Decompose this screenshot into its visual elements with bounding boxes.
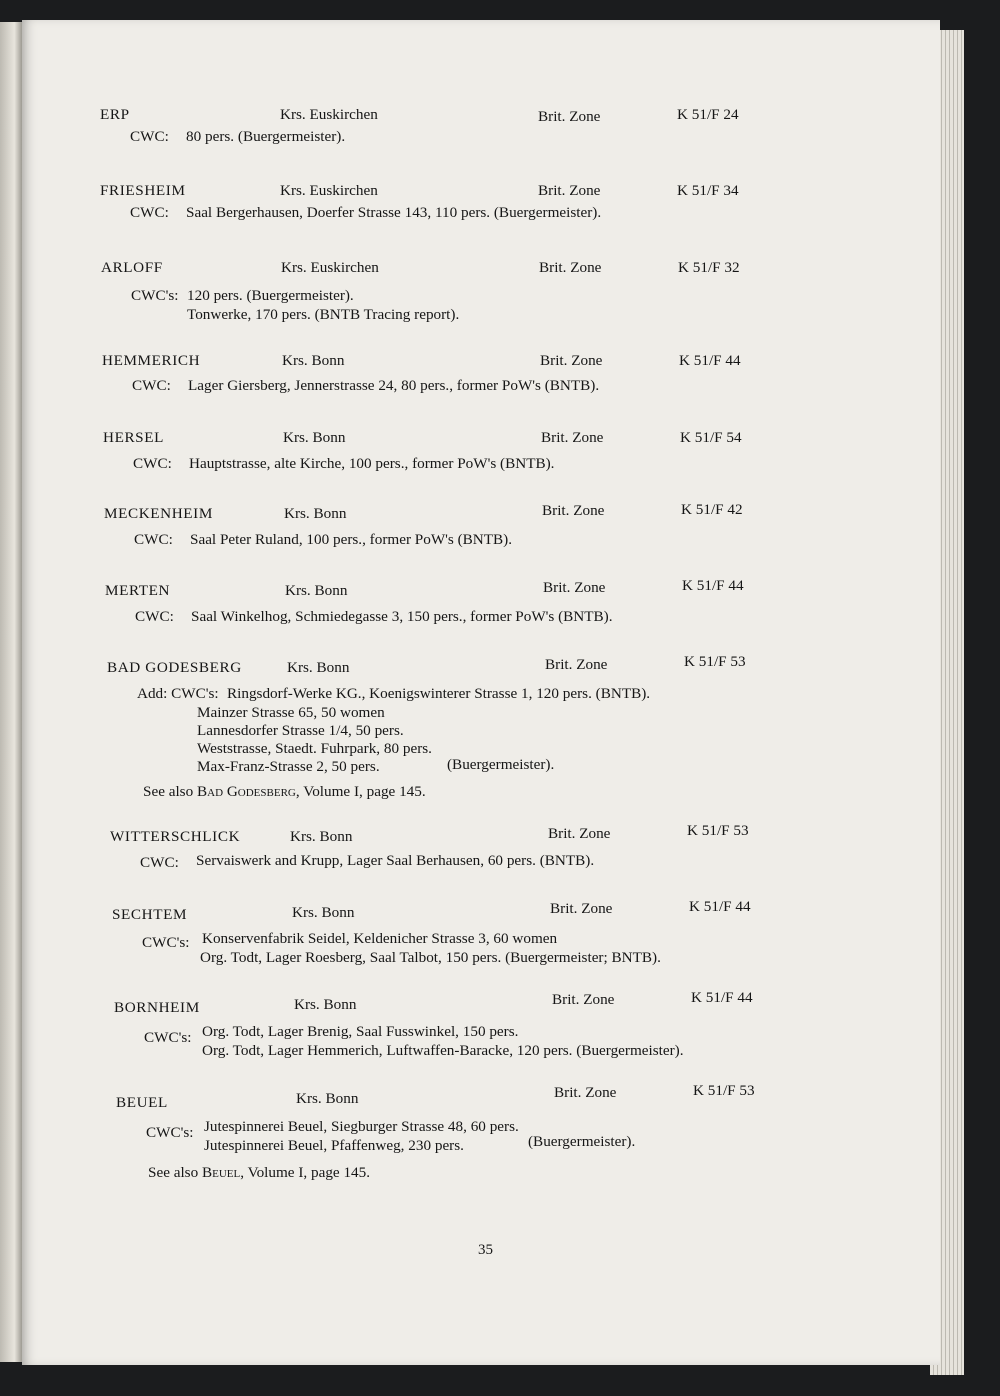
cwc-text: 120 pers. (Buergermeister). [187, 287, 354, 304]
cwc-text: 80 pers. (Buergermeister). [186, 128, 346, 145]
entry-beuel [116, 1082, 1000, 1181]
cwc-text: Saal Winkelhog, Schmiedegasse 3, 150 pers., former PoW's (BNTB). [191, 608, 613, 625]
cwc-text: Saal Bergerhausen, Doerfer Strasse 143, 110 pers. (Buergermeister). [186, 204, 602, 221]
district: Krs. Bonn [285, 582, 348, 599]
cwc-label: CWC: [135, 608, 174, 625]
cwc-text: Max-Franz-Strasse 2, 50 pers. [197, 758, 380, 775]
zone: Brit. Zone [538, 108, 601, 125]
cwc-text: Tonwerke, 170 pers. (BNTB Tracing report). [187, 306, 460, 323]
left-page-edge [0, 22, 24, 1362]
zone: Brit. Zone [540, 352, 603, 369]
cwc-text: Konservenfabrik Seidel, Keldenicher Strasse 3, 60 women [202, 930, 558, 947]
cwc-label: CWC's: [142, 934, 190, 951]
cwc-label: CWC: [130, 204, 169, 221]
source-note: (Buergermeister). [528, 1133, 636, 1150]
entry-bornheim [114, 989, 1000, 1061]
town-name: ERP [100, 106, 130, 123]
map-code: K 51/F 54 [680, 429, 742, 446]
entry-sechtem [112, 898, 1000, 968]
cwc-text: Jutespinnerei Beuel, Siegburger Strasse 48, 60 pers. [204, 1118, 519, 1135]
cwc-text: Org. Todt, Lager Brenig, Saal Fusswinkel, 150 pers. [202, 1023, 519, 1040]
zone: Brit. Zone [538, 182, 601, 199]
cwc-text: Lannesdorfer Strasse 1/4, 50 pers. [197, 722, 404, 739]
map-code: K 51/F 44 [679, 352, 741, 369]
cwc-label: CWC: [130, 128, 169, 145]
district: Krs. Bonn [292, 904, 355, 921]
see-also-note: See also Bad Godesberg, Volume I, page 145. [143, 783, 426, 800]
zone: Brit. Zone [552, 991, 615, 1008]
cwc-label: CWC's: [146, 1124, 194, 1141]
map-code: K 51/F 44 [691, 989, 753, 1006]
district: Krs. Euskirchen [281, 259, 379, 276]
cwc-text: Servaiswerk and Krupp, Lager Saal Berhausen, 60 pers. (BNTB). [196, 852, 595, 869]
town-name: MERTEN [105, 582, 171, 599]
zone: Brit. Zone [542, 502, 605, 519]
map-code: K 51/F 44 [689, 898, 751, 915]
cwc-text: Ringsdorf-Werke KG., Koenigswinterer Strasse 1, 120 pers. (BNTB). [227, 685, 651, 702]
zone: Brit. Zone [548, 825, 611, 842]
entry-hemmerich [102, 352, 1000, 396]
district: Krs. Bonn [284, 505, 347, 522]
town-name: BEUEL [116, 1094, 168, 1111]
cwc-label: CWC: [140, 854, 179, 871]
district: Krs. Bonn [294, 996, 357, 1013]
town-name: FRIESHEIM [100, 182, 186, 199]
town-name: MECKENHEIM [104, 505, 213, 522]
cwc-label: CWC's: [131, 287, 179, 304]
entry-friesheim [100, 182, 1000, 223]
entry-meckenheim [104, 501, 1000, 550]
district: Krs. Bonn [290, 828, 353, 845]
town-name: BORNHEIM [114, 999, 200, 1016]
map-code: K 51/F 53 [684, 653, 746, 670]
map-code: K 51/F 42 [681, 501, 743, 518]
entry-merten [105, 577, 1000, 627]
cwc-text: Jutespinnerei Beuel, Pfaffenweg, 230 pers. [204, 1137, 464, 1154]
zone: Brit. Zone [543, 579, 606, 596]
source-note: (Buergermeister). [447, 756, 555, 773]
district: Krs. Euskirchen [280, 182, 378, 199]
town-name: BAD GODESBERG [107, 659, 242, 676]
cwc-label: Add: CWC's: [137, 685, 219, 702]
town-name: WITTERSCHLICK [110, 828, 241, 845]
zone: Brit. Zone [545, 656, 608, 673]
document-page [22, 20, 940, 1365]
district: Krs. Bonn [282, 352, 345, 369]
entry-erp [100, 106, 1000, 147]
entry-bad-godesberg [107, 653, 1000, 800]
cwc-text: Mainzer Strasse 65, 50 women [197, 704, 385, 721]
town-name: ARLOFF [101, 259, 163, 276]
entry-hersel [103, 429, 1000, 474]
entry-arloff [101, 259, 1000, 325]
cwc-text: Lager Giersberg, Jennerstrasse 24, 80 pers., former PoW's (BNTB). [188, 377, 600, 394]
cwc-text: Org. Todt, Lager Hemmerich, Luftwaffen-Baracke, 120 pers. (Buergermeister). [202, 1042, 684, 1059]
cwc-label: CWC: [132, 377, 171, 394]
map-code: K 51/F 32 [678, 259, 740, 276]
entry-witterschlick [110, 822, 1000, 873]
page-number: 35 [478, 1242, 493, 1258]
cwc-label: CWC's: [144, 1029, 192, 1046]
map-code: K 51/F 24 [677, 106, 739, 123]
town-name: HEMMERICH [102, 352, 201, 369]
cwc-text: Org. Todt, Lager Roesberg, Saal Talbot, 150 pers. (Buergermeister; BNTB). [200, 949, 661, 966]
town-name: HERSEL [103, 429, 164, 446]
district: Krs. Bonn [283, 429, 346, 446]
zone: Brit. Zone [550, 900, 613, 917]
map-code: K 51/F 53 [693, 1082, 755, 1099]
cwc-text: Saal Peter Ruland, 100 pers., former PoW's (BNTB). [190, 531, 513, 548]
district: Krs. Bonn [287, 659, 350, 676]
zone: Brit. Zone [539, 259, 602, 276]
map-code: K 51/F 34 [677, 182, 739, 199]
cwc-text: Weststrasse, Staedt. Fuhrpark, 80 pers. [197, 740, 432, 757]
zone: Brit. Zone [554, 1084, 617, 1101]
district: Krs. Euskirchen [280, 106, 378, 123]
map-code: K 51/F 44 [682, 577, 744, 594]
town-name: SECHTEM [112, 906, 188, 923]
map-code: K 51/F 53 [687, 822, 749, 839]
zone: Brit. Zone [541, 429, 604, 446]
see-also-note: See also Beuel, Volume I, page 145. [148, 1164, 371, 1181]
cwc-text: Hauptstrasse, alte Kirche, 100 pers., former PoW's (BNTB). [189, 455, 555, 472]
cwc-label: CWC: [134, 531, 173, 548]
cwc-label: CWC: [133, 455, 172, 472]
district: Krs. Bonn [296, 1090, 359, 1107]
